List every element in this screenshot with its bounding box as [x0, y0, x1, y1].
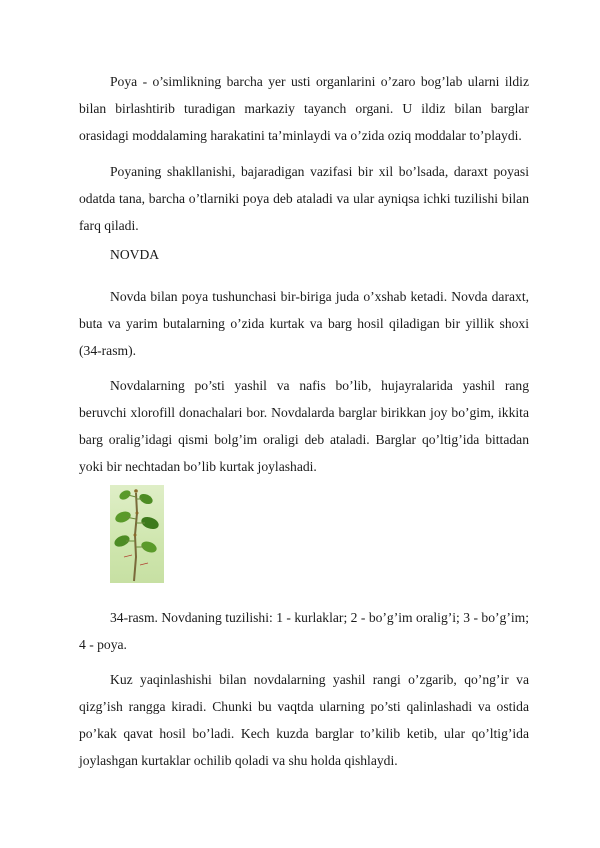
paragraph-novda-definition: Novda bilan poya tushunchasi bir-biriga juda o’xshab ketadi. Novda daraxt, buta va yarim butalarning o’zida kurtak va barg hosil qiladigan bir yillik shoxi (34-rasm). [79, 289, 529, 358]
section-heading-novda: NOVDA [110, 247, 160, 262]
leaf-shape [114, 510, 132, 525]
figure-caption: 34-rasm. Novdaning tuzilishi: 1 - kurlaklar; 2 - bo’g’im oralig’i; 3 - bo’g’im; 4 - poya. [79, 610, 529, 652]
paragraph-novda-autumn: Kuz yaqinlashishi bilan novdalarning yashil rangi o’zgarib, qo’ng’ir va qizg’ish rangga kiradi. Chunki bu vaqtda ularning po’sti qalinlashadi va ostida po’kak qavat hosil bo’ladi. Kech kuzda barglar to’kilib ketib, ular qo’ltig’ida joylashgan kurtaklar ochilib qoladi va shu holda qishlaydi. [79, 672, 529, 768]
figure-novda-illustration [110, 485, 164, 583]
paragraph-poya-definition: Poya - o’simlikning barcha yer usti organlarini o’zaro bog’lab ularni ildiz bilan birlashtirib turadigan markaziy tayanch organi. U ildiz bilan barglar orasidagi moddalaming harakatini ta’minlaydi va o’zida oziq moddalar to’playdi. [79, 74, 529, 143]
stem-shape [134, 493, 137, 581]
bud-shape [134, 489, 138, 493]
paragraph-novda-structure: Novdalarning po’sti yashil va nafis bo’lib, hujayralarida yashil rang beruvchi xlorofill donachalari bor. Novdalarda barglar birikkan joy bo’gim, ikkita barg oralig’idagi qismi bolg’im oraligi deb ataladi. Barglar qo’ltig’ida bittadan yoki bir nechtadan bo’lib kurtak joylashadi. [79, 378, 529, 474]
label-line [124, 555, 132, 557]
bud-shape [134, 534, 137, 537]
plant-shoot-drawing [110, 485, 164, 583]
paragraph-poya-shakllanishi: Poyaning shakllanishi, bajaradigan vazifasi bir xil bo’lsada, daraxt poyasi odatda tana, barcha o’tlarniki poya deb ataladi va ular ayniqsa ichki tuzilishi bilan farq qiladi. [79, 164, 529, 233]
label-line [140, 563, 148, 565]
bud-shape [136, 512, 139, 515]
